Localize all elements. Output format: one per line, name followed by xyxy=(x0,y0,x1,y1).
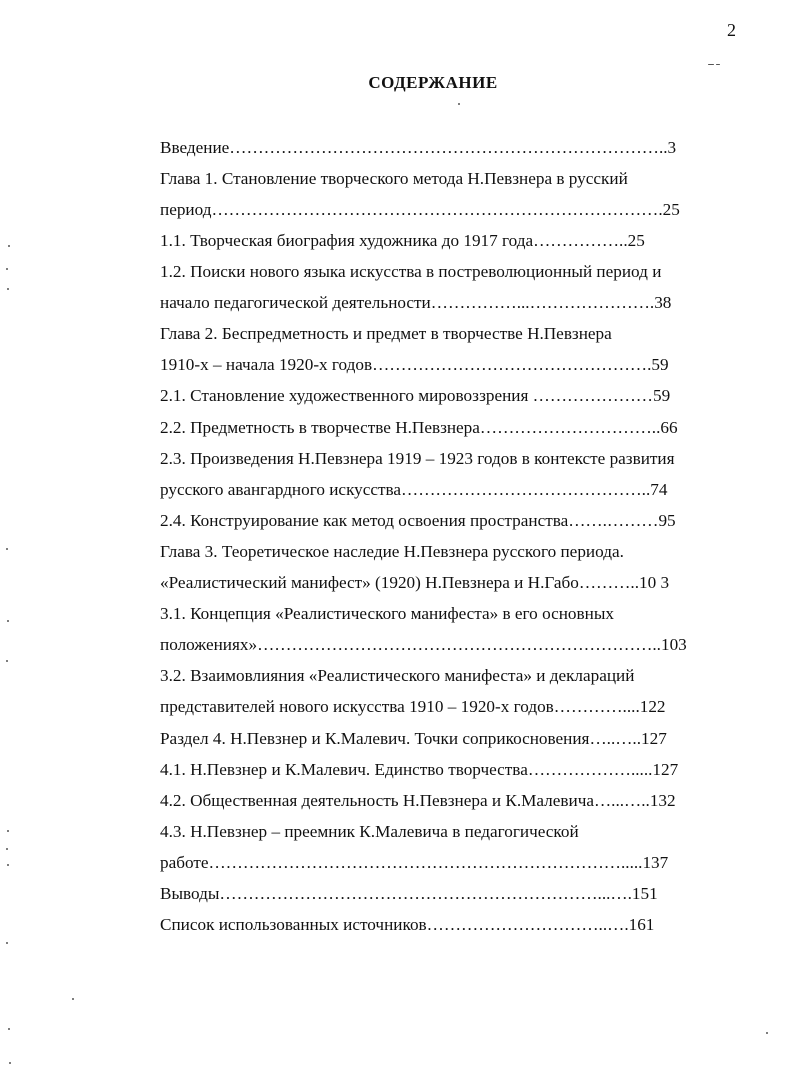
toc-line: 3.1. Концепция «Реалистического манифеста» в его основных xyxy=(160,604,614,623)
toc-line: Выводы…………………………………………………………...….151 xyxy=(160,884,658,903)
scan-speck xyxy=(6,268,8,270)
toc-line: Глава 3. Теоретическое наследие Н.Певзнера русского периода. xyxy=(160,542,624,561)
scan-speck xyxy=(8,1028,10,1030)
scan-speck xyxy=(7,620,9,622)
toc-line: начало педагогической деятельности……………...………………….38 xyxy=(160,293,672,312)
toc-line: Глава 2. Беспредметность и предмет в творчестве Н.Певзнера xyxy=(160,324,612,343)
toc-line: период…………………………………………………………………….25 xyxy=(160,200,680,219)
toc-line: Раздел 4. Н.Певзнер и К.Малевич. Точки соприкосновения…..…..127 xyxy=(160,729,667,748)
toc-line: 2.2. Предметность в творчестве Н.Певзнера…………………………..66 xyxy=(160,418,678,437)
scan-speck xyxy=(7,288,9,290)
toc-line: Введение…………………………………………………………………..3 xyxy=(160,138,677,157)
scan-speck xyxy=(7,864,9,866)
scan-speck xyxy=(766,1032,768,1034)
scan-speck xyxy=(458,103,460,105)
toc-line: работе……………………………………………………………….....137 xyxy=(160,853,669,872)
page-number: 2 xyxy=(727,20,736,40)
toc-line: 4.1. Н.Певзнер и К.Малевич. Единство творчества……………….....127 xyxy=(160,760,679,779)
scan-speck xyxy=(708,64,714,65)
toc-line: 1910-х – начала 1920-х годов………………………………………….59 xyxy=(160,355,669,374)
toc-line: положениях»……………………………………………………………..103 xyxy=(160,635,687,654)
scan-speck xyxy=(9,1062,11,1064)
scan-speck xyxy=(6,942,8,944)
toc-line: Глава 1. Становление творческого метода Н.Певзнера в русский xyxy=(160,169,628,188)
toc-line: 4.2. Общественная деятельность Н.Певзнера и К.Малевича…...…..132 xyxy=(160,791,676,810)
toc-line: 2.4. Конструирование как метод освоения пространства…….………95 xyxy=(160,511,676,530)
scan-speck xyxy=(716,64,720,65)
toc-line: 2.3. Произведения Н.Певзнера 1919 – 1923 годов в контексте развития xyxy=(160,449,675,468)
toc-line: 1.1. Творческая биография художника до 1917 года……………..25 xyxy=(160,231,645,250)
toc-line: 1.2. Поиски нового языка искусства в постреволюционный период и xyxy=(160,262,662,281)
toc-line: Список использованных источников…………………………..….161 xyxy=(160,915,655,934)
scan-speck xyxy=(6,848,8,850)
scan-speck xyxy=(6,660,8,662)
toc-line: 2.1. Становление художественного мировоззрения …………………59 xyxy=(160,386,671,405)
toc-line: представителей нового искусства 1910 – 1920-х годов…………....122 xyxy=(160,697,666,716)
toc-line: «Реалистический манифест» (1920) Н.Певзнера и Н.Габо………..10 3 xyxy=(160,573,670,592)
scan-speck xyxy=(7,830,9,832)
scan-speck xyxy=(6,548,8,550)
scan-speck xyxy=(8,245,10,247)
toc-line: 3.2. Взаимовлияния «Реалистического манифеста» и деклараций xyxy=(160,666,635,685)
scan-speck xyxy=(72,998,74,1000)
toc-line: русского авангардного искусства……………………………………..74 xyxy=(160,480,668,499)
page-title: СОДЕРЖАНИЕ xyxy=(368,73,498,92)
toc-line: 4.3. Н.Певзнер – преемник К.Малевича в педагогической xyxy=(160,822,579,841)
